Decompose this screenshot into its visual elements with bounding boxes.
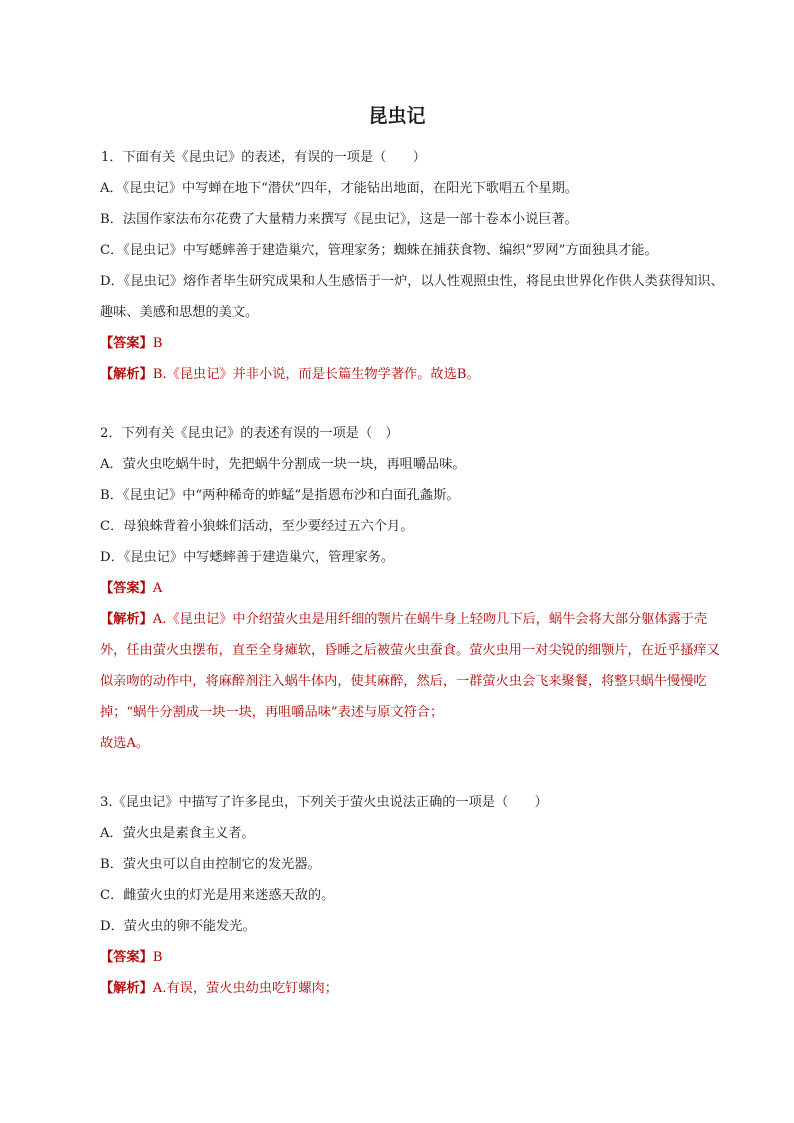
option-b: B．法国作家法布尔花费了大量精力来撰写《昆虫记》，这是一部十卷本小说巨著。: [100, 212, 578, 227]
answer-line: [100, 328, 724, 359]
option-c: C．《昆虫记》中写蟋蟀善于建造巢穴，管理家务；蜘蛛在捕获食物、编织“罗网”方面独具才能。: [100, 243, 658, 258]
question-2: [100, 418, 724, 759]
question-1: [100, 142, 724, 390]
answer-line: [100, 573, 724, 604]
analysis-text: A.有误，萤火虫幼虫吃钉螺肉；: [152, 981, 338, 996]
answer-line: [100, 942, 724, 973]
answer-value: A: [152, 581, 163, 596]
page-title: 昆虫记: [368, 105, 426, 127]
option-c: C．母狼蛛背着小狼蛛们活动，至少要经过五六个月。: [100, 519, 414, 534]
option-a: A．《昆虫记》中写蝉在地下“潜伏”四年，才能钻出地面，在阳光下歌唱五个星期。: [100, 181, 578, 196]
spacer: [100, 390, 724, 418]
answer-tag: 【答案】: [100, 581, 153, 596]
analysis-conclusion: 故选A。: [100, 736, 150, 751]
analysis-tag: 【解析】: [100, 367, 153, 382]
analysis-tag: 【解析】: [100, 981, 153, 996]
question-stem: 2．下列有关《昆虫记》的表述有误的一项是（ ）: [100, 426, 399, 441]
option-d: D．萤火虫的卵不能发光。: [100, 919, 256, 934]
answer-tag: 【答案】: [100, 950, 153, 965]
option-c: C．雌萤火虫的灯光是用来迷惑天敌的。: [100, 888, 335, 903]
question-stem: 3.《昆虫记》中描写了许多昆虫，下列关于萤火虫说法正确的一项是（ ）: [100, 795, 548, 810]
option-b: B．《昆虫记》中“两种稀奇的蚱蜢”是指恩布沙和白面孔螽斯。: [100, 488, 460, 503]
option-d: D．《昆虫记》熔作者毕生研究成果和人生感悟于一炉，以人性观照虫性，将昆虫世界化作供人类获得知识、趣味、美感和思想的美文。: [100, 274, 724, 320]
analysis-paragraph: [100, 604, 724, 728]
analysis-text: A.《昆虫记》中介绍萤火虫是用纤细的颚片在蜗牛身上轻吻几下后，蜗牛会将大部分躯体露于壳外，任由萤火虫摆布，直至全身瘫软，昏睡之后被萤火虫蚕食。萤火虫用一对尖锐的细颚片，在近乎搔痒又似亲吻的动作中，将麻醉剂注入蜗牛体内，使其麻醉，然后，一群萤火虫会飞来聚餐，将整只蜗牛慢慢吃掉；“蜗牛分割成一块一块，再咀嚼品味”表述与原文符合；: [100, 612, 720, 720]
analysis-text: B.《昆虫记》并非小说，而是长篇生物学著作。故选B。: [152, 367, 480, 382]
option-a: A．萤火虫吃蜗牛时，先把蜗牛分割成一块一块，再咀嚼品味。: [100, 457, 466, 472]
question-stem: 1．下面有关《昆虫记》的表述，有误的一项是（ ）: [101, 150, 426, 165]
question-3: [100, 787, 724, 1004]
answer-tag: 【答案】: [100, 336, 153, 351]
document-content: [100, 142, 724, 1004]
option-b: B．萤火虫可以自由控制它的发光器。: [100, 857, 321, 872]
analysis-line: [100, 359, 724, 390]
answer-value: B: [152, 950, 163, 965]
option-d: D．《昆虫记》中写蟋蟀善于建造巢穴，管理家务。: [100, 550, 395, 565]
analysis-line: [100, 973, 724, 1004]
answer-value: B: [152, 336, 163, 351]
option-a: A．萤火虫是素食主义者。: [100, 826, 255, 841]
spacer: [100, 759, 724, 787]
analysis-tag: 【解析】: [100, 612, 153, 627]
